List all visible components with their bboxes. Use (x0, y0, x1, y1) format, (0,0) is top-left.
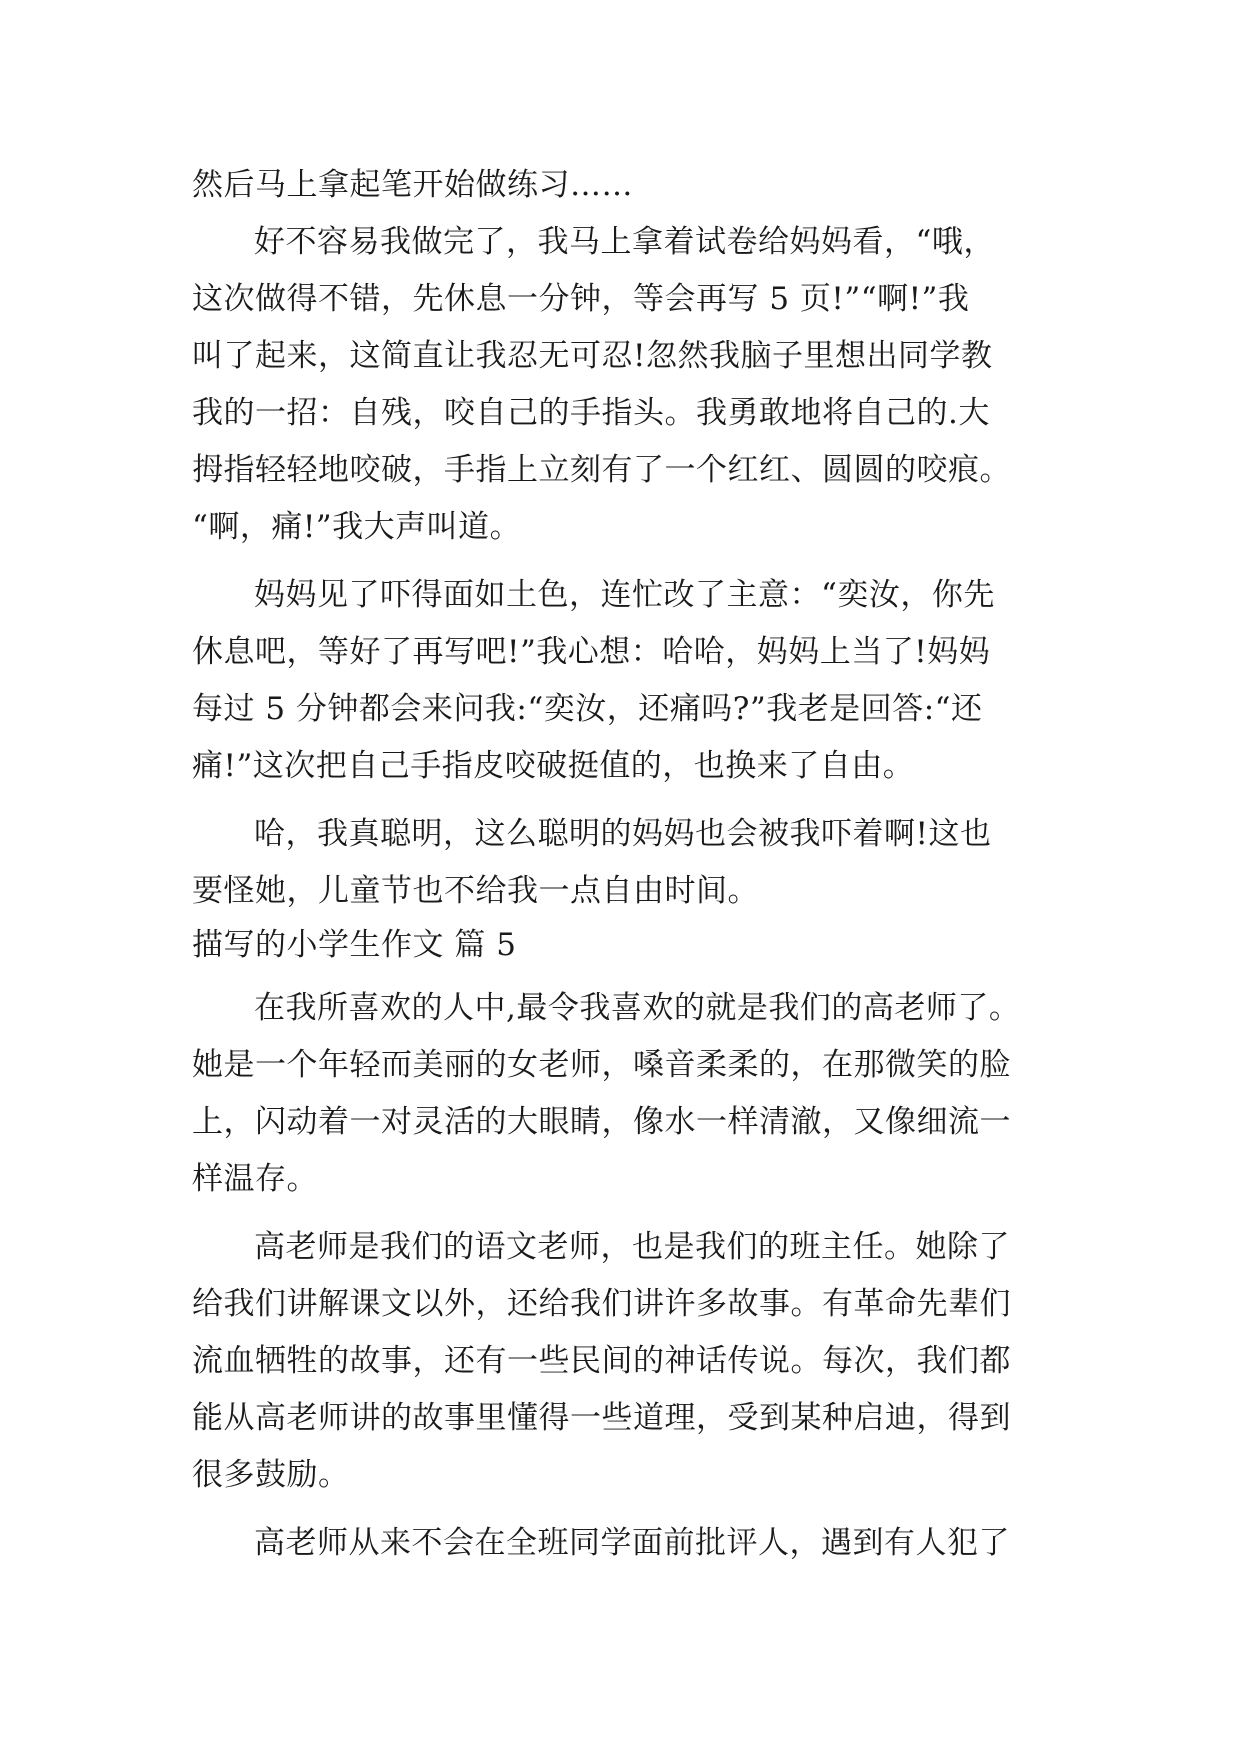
text-line: 然后马上拿起笔开始做练习…… (192, 167, 633, 203)
text-line: 她是一个年轻而美丽的女老师，嗓音柔柔的，在那微笑的脸 (192, 1047, 1011, 1083)
text-line: 上，闪动着一对灵活的大眼睛，像水一样清澈，又像细流一 (192, 1104, 1011, 1140)
text-line: 给我们讲解课文以外，还给我们讲许多故事。有革命先辈们 (192, 1286, 1011, 1322)
text-line: 高老师从来不会在全班同学面前批评人，遇到有人犯了 (254, 1525, 1010, 1561)
text-line: “啊，痛!”我大声叫道。 (192, 509, 522, 545)
text-line: 哈，我真聪明，这么聪明的妈妈也会被我吓着啊!这也 (254, 816, 992, 852)
text-line: 要怪她，儿童节也不给我一点自由时间。 (192, 873, 759, 909)
text-line: 能从高老师讲的故事里懂得一些道理，受到某种启迪，得到 (192, 1400, 1011, 1436)
text-line: 很多鼓励。 (192, 1457, 350, 1493)
text-line: 流血牺牲的故事，还有一些民间的神话传说。每次，我们都 (192, 1343, 1011, 1379)
text-line: 妈妈见了吓得面如土色，连忙改了主意：“奕汝，你先 (254, 577, 995, 613)
text-line: 每过 5 分钟都会来问我:“奕汝，还痛吗?”我老是回答:“还 (192, 691, 983, 727)
text-line: 叫了起来，这简直让我忍无可忍!忽然我脑子里想出同学教 (192, 338, 993, 374)
text-line: 好不容易我做完了，我马上拿着试卷给妈妈看，“哦， (254, 224, 995, 260)
text-line: 拇指轻轻地咬破，手指上立刻有了一个红红、圆圆的咬痕。 (192, 452, 1011, 488)
text-line: 痛!”这次把自己手指皮咬破挺值的，也换来了自由。 (192, 748, 915, 784)
text-line: 我的一招：自残，咬自己的手指头。我勇敢地将自己的.大 (192, 395, 990, 431)
section-heading: 描写的小学生作文 篇 5 (192, 927, 517, 963)
text-line: 在我所喜欢的人中,最令我喜欢的就是我们的高老师了。 (254, 990, 1021, 1026)
text-line: 高老师是我们的语文老师，也是我们的班主任。她除了 (254, 1229, 1010, 1265)
text-line: 休息吧，等好了再写吧!”我心想：哈哈，妈妈上当了!妈妈 (192, 634, 991, 670)
text-line: 这次做得不错，先休息一分钟，等会再写 5 页!”“啊!”我 (192, 281, 970, 317)
text-line: 样温存。 (192, 1161, 318, 1197)
